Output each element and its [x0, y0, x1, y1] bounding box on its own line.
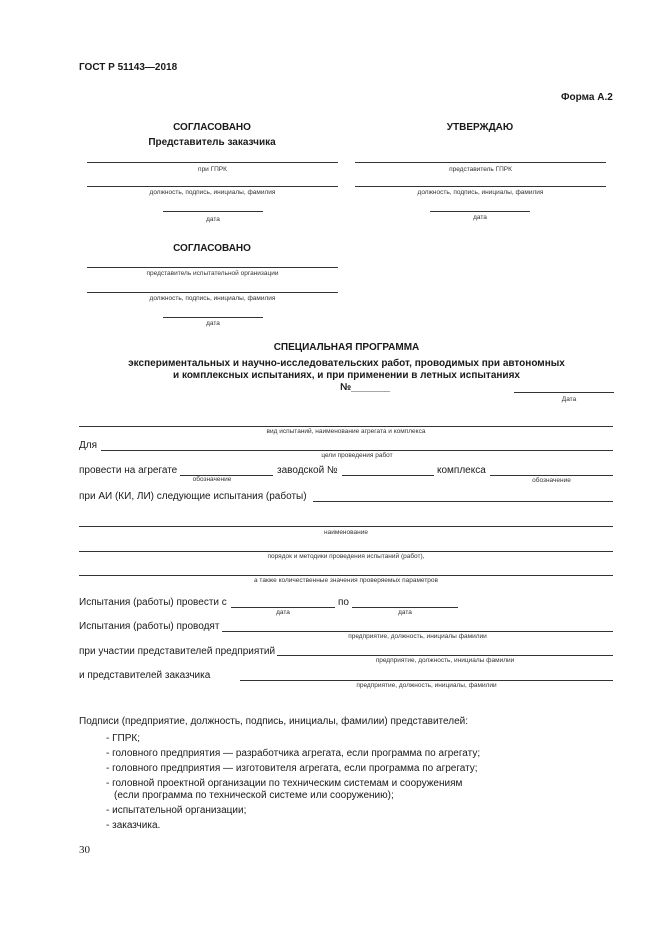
- cap-name: наименование: [324, 529, 368, 536]
- right-cap-2: должность, подпись, инициалы, фамилия: [417, 189, 544, 196]
- signatures-intro: Подписи (предприятие, должность, подпись, инициалы, фамилии) представителей:: [79, 716, 469, 727]
- date-line: [430, 211, 530, 212]
- right-block-title: УТВЕРЖДАЮ: [446, 122, 514, 133]
- conduct-label: Испытания (работы) проводят: [79, 621, 220, 632]
- date-line: [163, 211, 263, 212]
- program-number: №_______: [340, 382, 391, 393]
- date-line: [514, 392, 614, 393]
- list-item: - испытательной организации;: [106, 805, 247, 816]
- order-line: [79, 551, 613, 552]
- cap-participation: предприятие, должность, инициалы фамилии: [375, 657, 515, 664]
- program-cap-date: Дата: [561, 396, 577, 403]
- complex-line: [490, 475, 613, 476]
- left-cap-1: при ГПРК: [198, 166, 227, 173]
- list-item: - заказчика.: [106, 820, 161, 831]
- cap-customer: предприятие, должность, инициалы, фамилии: [356, 682, 497, 689]
- date-from-line: [231, 607, 335, 608]
- complex-label: комплекса: [437, 465, 486, 476]
- factory-label: заводской №: [277, 465, 338, 476]
- program-line-2: и комплексных испытаниях, и при применении в летных испытаниях: [173, 370, 520, 381]
- program-line-1: экспериментальных и научно-исследовательских работ, проводимых при автономных: [128, 358, 565, 369]
- left-block-subtitle: Представитель заказчика: [148, 137, 276, 148]
- ai-label: при АИ (КИ, ЛИ) следующие испытания (работы): [79, 491, 307, 502]
- second-block-title: СОГЛАСОВАНО: [173, 243, 251, 254]
- signature-line: [355, 162, 606, 163]
- list-item: - головного предприятия — изготовителя агрегата, если программа по агрегату;: [106, 763, 478, 774]
- kind-line: [79, 426, 613, 427]
- document-code: ГОСТ Р 51143—2018: [79, 62, 178, 73]
- right-cap-date: дата: [473, 214, 487, 221]
- second-cap-2: должность, подпись, инициалы, фамилия: [149, 295, 276, 302]
- list-item: - головной проектной организации по техническим системам и сооружениям: [106, 778, 463, 789]
- list-item: - ГПРК;: [106, 733, 140, 744]
- customer-line: [240, 680, 613, 681]
- factory-line: [342, 475, 434, 476]
- cap-date-from: дата: [276, 609, 290, 616]
- on-unit-label: провести на агрегате: [79, 465, 178, 476]
- left-cap-2: должность, подпись, инициалы, фамилия: [149, 189, 276, 196]
- cap-purpose: цели проведения работ: [321, 452, 393, 459]
- list-item: - головного предприятия — разработчика агрегата, если программа по агрегату;: [106, 748, 481, 759]
- name-line: [79, 526, 613, 527]
- signature-line: [87, 292, 338, 293]
- cap-order: порядок и методики проведения испытаний (работ),: [267, 553, 425, 560]
- date-to-line: [352, 607, 458, 608]
- date-line: [163, 317, 263, 318]
- ai-line: [313, 501, 613, 502]
- tests-from-label: Испытания (работы) провести с: [79, 597, 227, 608]
- cap-designation-2: обозначение: [532, 477, 571, 484]
- left-block-title: СОГЛАСОВАНО: [173, 122, 251, 133]
- to-label: по: [338, 597, 349, 608]
- purpose-line: [101, 450, 613, 451]
- signature-line: [87, 267, 338, 268]
- signature-line: [87, 186, 338, 187]
- for-label: Для: [79, 440, 98, 451]
- signature-line: [87, 162, 338, 163]
- cap-conduct: предприятие, должность, инициалы фамилии: [348, 633, 487, 640]
- participation-label: при участии представителей предприятий: [79, 646, 276, 657]
- form-label: Форма А.2: [561, 92, 613, 103]
- list-item: (если программа по технической системе или сооружению);: [114, 790, 394, 801]
- program-title: СПЕЦИАЛЬНАЯ ПРОГРАММА: [273, 342, 420, 353]
- second-cap-1: представитель испытательной организации: [146, 270, 279, 277]
- customer-label: и представителей заказчика: [79, 670, 211, 681]
- cap-designation-1: обозначение: [192, 476, 232, 483]
- left-cap-date: дата: [206, 216, 220, 223]
- cap-kind: вид испытаний, наименование агрегата и комплекса: [266, 428, 426, 435]
- signature-line: [355, 186, 606, 187]
- right-cap-1: представитель ГПРК: [449, 166, 512, 173]
- second-cap-date: дата: [206, 320, 220, 327]
- page-number: 30: [79, 844, 90, 856]
- cap-quant: а также количественные значения проверяемых параметров: [254, 577, 438, 584]
- participation-line: [277, 655, 613, 656]
- quant-line: [79, 575, 613, 576]
- conduct-line: [222, 631, 613, 632]
- cap-date-to: дата: [398, 609, 412, 616]
